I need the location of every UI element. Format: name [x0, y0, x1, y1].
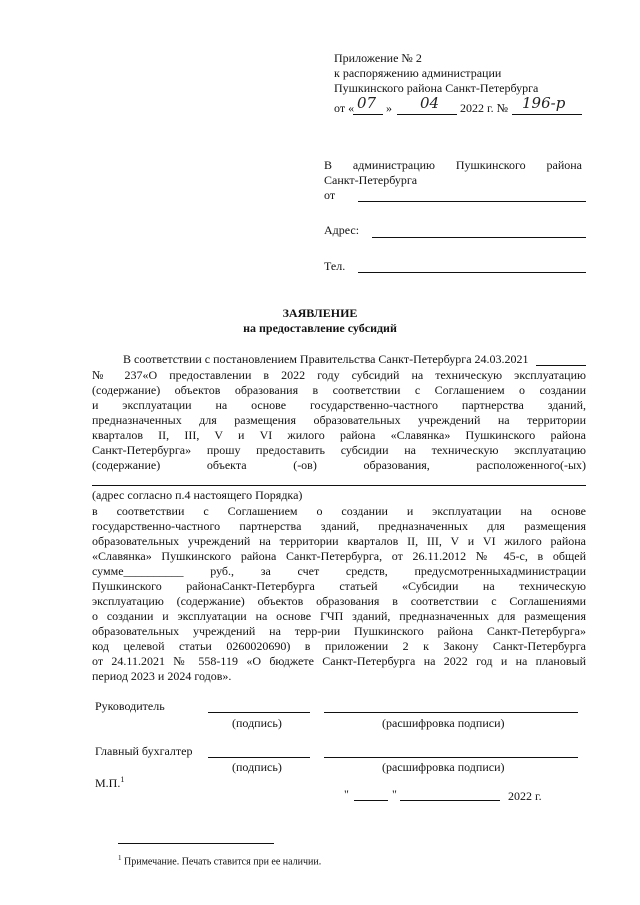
object-address-field[interactable]	[92, 485, 586, 486]
appendix-line-2: к распоряжению администрации	[334, 66, 502, 80]
footnote	[118, 851, 321, 869]
addressee-word-4: района	[546, 158, 582, 172]
head-signature-field[interactable]	[208, 712, 310, 713]
addressee-word-2: администрацию	[352, 158, 436, 172]
from-label: от	[324, 188, 336, 202]
appendix-date-prefix: от «	[334, 101, 355, 115]
sign-date-month-field[interactable]	[400, 800, 500, 801]
p2-line-6: Пушкинского районаСанкт-Петербурга статьей «Субсидии на техническую	[92, 579, 586, 593]
p2-line-4: «Славянка» Пушкинского района Санкт-Петербурга, от 26.11.2012 № 45-с, в общей	[92, 549, 586, 563]
appendix-date-mid: »	[386, 101, 392, 115]
phone-field[interactable]	[358, 272, 586, 273]
address-field[interactable]	[372, 237, 586, 238]
footnote-mark: 1	[118, 854, 122, 862]
footnote-text: Примечание. Печать ставится при ее наличии.	[124, 856, 322, 868]
p1-line-4: и эксплуатации на основе государственно-частного партнерства зданий,	[92, 398, 586, 412]
p2-line-1: в соответствии с Соглашением о создании и эксплуатации на основе	[92, 504, 586, 518]
date-quote-open: "	[344, 787, 349, 801]
p2-line-7: эксплуатацию (содержание) объектов образования в соответствии с Соглашениями	[92, 594, 586, 608]
date-quote-close: "	[392, 787, 397, 801]
p1-line-6: кварталов II, III, V и VI жилого района «Славянка» Пушкинского района	[92, 428, 586, 442]
accountant-signature-field[interactable]	[208, 757, 310, 758]
date-day-underline	[353, 114, 383, 115]
head-decode-hint: (расшифровка подписи)	[382, 716, 505, 730]
addressee-line-1	[324, 158, 582, 172]
appendix-date-day: 07	[357, 94, 377, 112]
p1-line-5: предназначенных для размещения образовательных учреждений на территории	[92, 413, 586, 427]
p2-line-8: о создании и эксплуатации на основе ГЧП зданий, предназначенных для размещения	[92, 609, 586, 623]
p1-line-3: (содержание) объектов образования в соответствии с Соглашением о создании	[92, 383, 586, 397]
stamp-text: М.П.	[95, 776, 121, 790]
sign-date-day-field[interactable]	[354, 800, 388, 801]
p2-line-5: сумме__________ руб., за счет средств, предусмотренныхадминистрации	[92, 564, 586, 578]
document-title: ЗАЯВЛЕНИЕ	[282, 306, 358, 320]
p2-line-9: образовательных учреждений на терр-рии Пушкинского района Санкт-Петербурга»	[92, 624, 586, 638]
accountant-sign-hint: (подпись)	[232, 760, 282, 774]
addressee-line-2: Санкт-Петербурга	[324, 173, 418, 187]
p2-line-12: период 2023 и 2024 годов».	[92, 669, 232, 683]
appendix-line-3: Пушкинского района Санкт-Петербурга	[334, 81, 539, 95]
p1-line-1: В соответствии с постановлением Правительства Санкт-Петербурга 24.03.2021	[123, 352, 529, 366]
addressee-word-1: В	[324, 158, 333, 172]
accountant-name-field[interactable]	[324, 757, 578, 758]
p1-line-1-underline	[536, 365, 586, 366]
p1-line-2: № 237«О предоставлении в 2022 году субсидий на техническую эксплуатацию	[92, 368, 586, 382]
p1-line-7: Санкт-Петербурга» прошу предоставить субсидии на техническую эксплуатацию	[92, 443, 586, 457]
p2-line-10: код целевой статьи 0260020690) в приложении 2 к Закону Санкт-Петербурга	[92, 639, 586, 653]
number-underline	[512, 114, 582, 115]
p1-line-8: (содержание) объекта (-ов) образования, расположенного(-ых)	[92, 458, 586, 472]
accountant-label: Главный бухгалтер	[95, 744, 193, 758]
sign-date-year: 2022 г.	[508, 789, 542, 803]
p2-line-3: образовательных учреждений на территории кварталов II, III, V и VI жилого района	[92, 534, 586, 548]
stamp-label	[95, 773, 124, 790]
document-subtitle: на предоставление субсидий	[243, 321, 397, 335]
appendix-date-month: 04	[420, 94, 440, 112]
appendix-date-year: 2022 г. №	[460, 101, 509, 115]
appendix-line-1: Приложение № 2	[334, 51, 422, 65]
head-sign-hint: (подпись)	[232, 716, 282, 730]
head-name-field[interactable]	[324, 712, 578, 713]
accountant-decode-hint: (расшифровка подписи)	[382, 760, 505, 774]
address-label: Адрес:	[324, 223, 360, 237]
footnote-separator	[118, 843, 274, 844]
p2-line-2: государственно-частного партнерства зданий, предназначенных для размещения	[92, 519, 586, 533]
date-month-underline	[397, 114, 457, 115]
head-label: Руководитель	[95, 699, 165, 713]
from-field[interactable]	[358, 201, 586, 202]
p2-line-11: от 24.11.2021 № 558-119 «О бюджете Санкт-Петербурга на 2022 год и на плановый	[92, 654, 586, 668]
phone-label: Тел.	[324, 259, 346, 273]
address-hint: (адрес согласно п.4 настоящего Порядка)	[92, 488, 303, 502]
stamp-footnote-mark: 1	[120, 775, 125, 784]
appendix-number: 196-р	[522, 94, 566, 112]
addressee-word-3: Пушкинского	[455, 158, 526, 172]
